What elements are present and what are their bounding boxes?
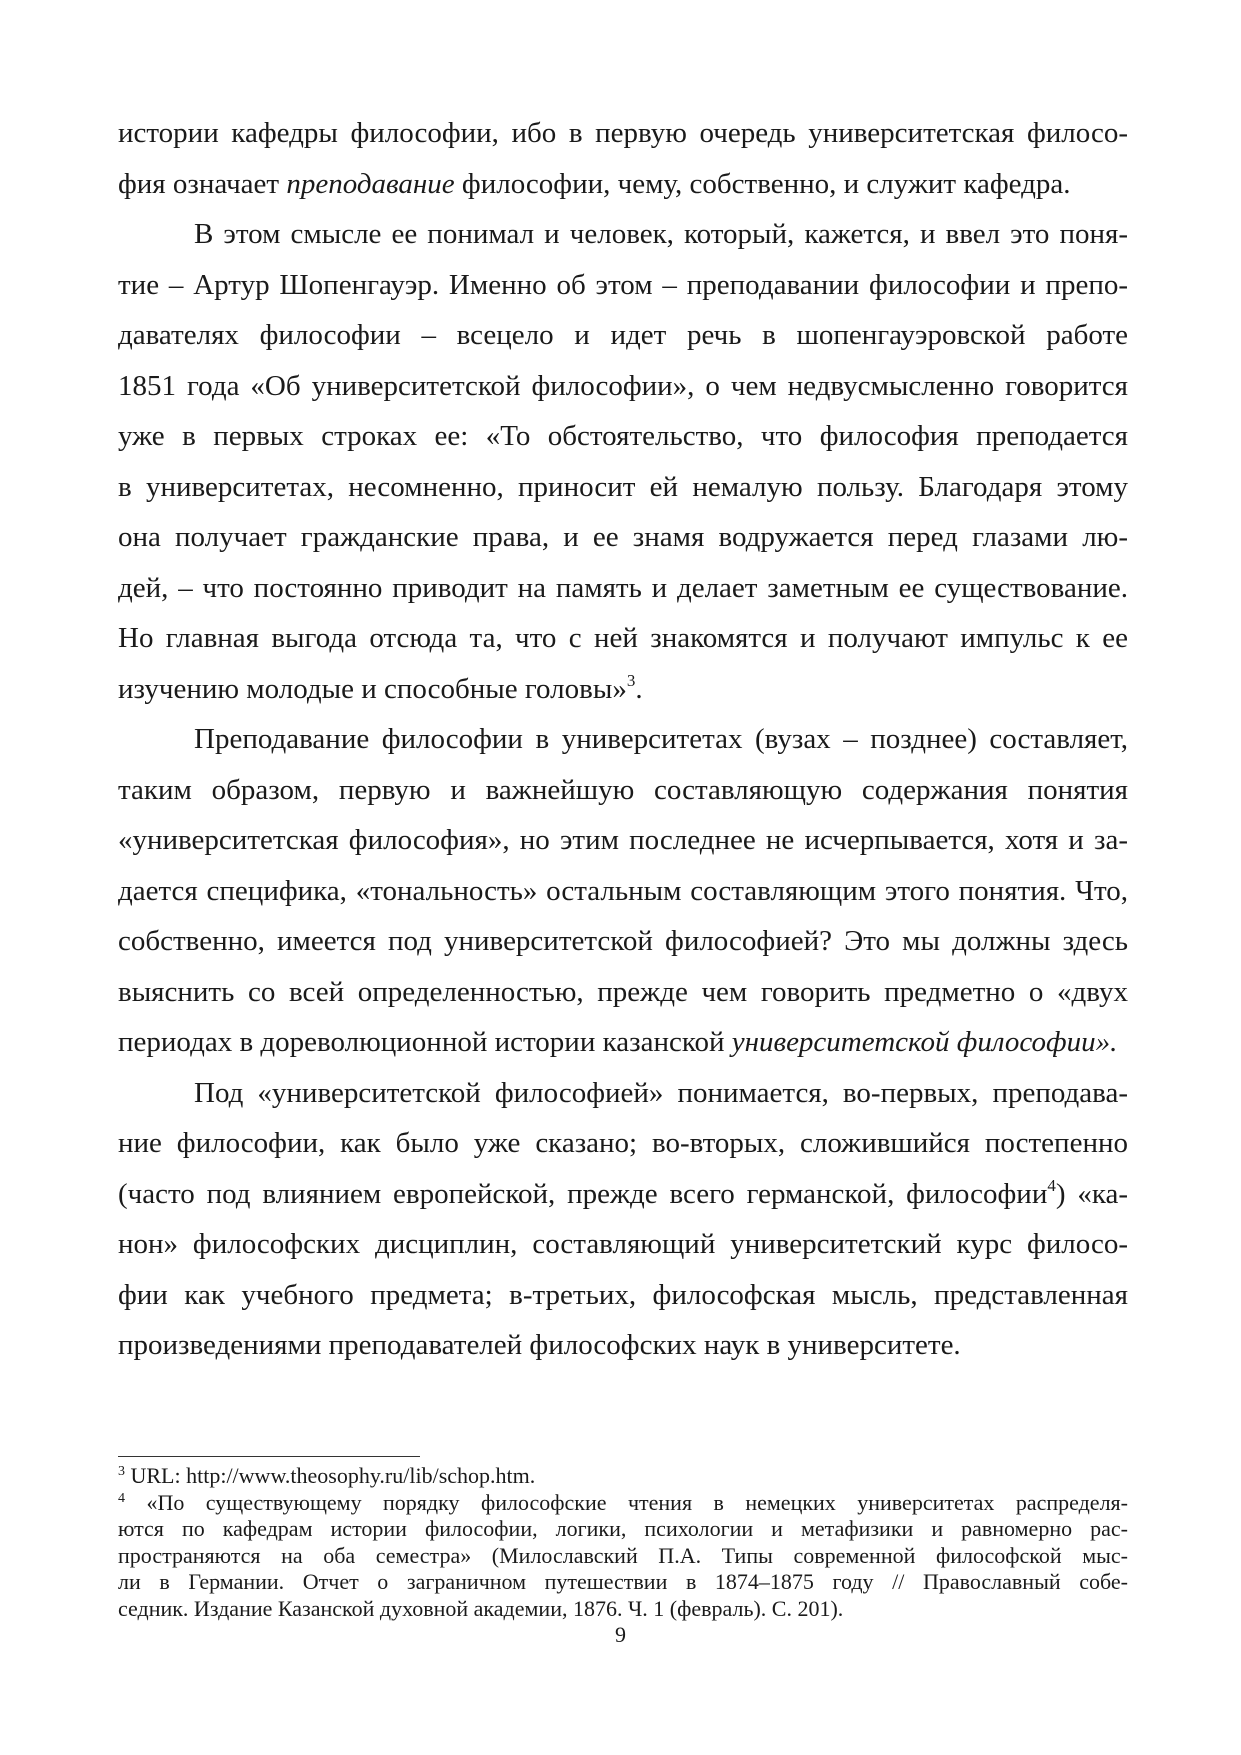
footnote-ref-4[interactable]: 4 (1047, 1175, 1056, 1195)
text-line: ются по кафедрам истории философии, логики, психологии и метафизики и равномерно рас- (118, 1516, 1128, 1541)
text-line: уже в первых строках ее: «То обстоятельство, что философия преподается (118, 420, 1128, 452)
text-line: дей, – что постоянно приводит на память и делает заметным ее существование. (118, 571, 1128, 604)
text-span: философии, чему, собственно, и служит кафедра. (454, 167, 1071, 200)
text-line (118, 1017, 1128, 1068)
footnote-text: URL: http://www.theosophy.ru/lib/schop.htm. (125, 1463, 536, 1488)
text-line: произведениями преподавателей философских наук в университете. (118, 1329, 961, 1361)
paragraph-1 (118, 108, 1128, 209)
text-line: ли в Германии. Отчет о заграничном путешествии в 1874–1875 году // Православный собе- (118, 1569, 1128, 1594)
text-line: ние философии, как было уже сказано; во-вторых, сложившийся постепенно (118, 1127, 1128, 1159)
page-body (118, 108, 1128, 1371)
paragraph-4 (118, 1068, 1128, 1371)
text-span: изучению молодые и способные головы» (118, 672, 627, 705)
text-line: она получает гражданские права, и ее знамя водружается перед глазами лю- (118, 521, 1128, 553)
text-line: Под «университетской философией» понимается, во-первых, преподава- (194, 1076, 1128, 1109)
text-line: Преподавание философии в университетах (вузах – позднее) составляет, (194, 723, 1128, 755)
text-line: собственно, имеется под университетской философией? Это мы должны здесь (118, 925, 1128, 957)
paragraph-2 (118, 209, 1128, 714)
text-line: «университетская философия», но этим последнее не исчерпывается, хотя и за- (118, 824, 1128, 856)
text-line (118, 159, 1128, 210)
text-line (118, 1169, 1128, 1220)
text-span: (часто под влиянием европейской, прежде всего германской, философии (118, 1177, 1048, 1210)
text-line: В этом смысле ее понимал и человек, который, кажется, и ввел это поня- (194, 218, 1128, 250)
text-line: в университетах, несомненно, приносит ей немалую пользу. Благодаря этому (118, 470, 1128, 503)
text-line: давателях философии – всецело и идет речь в шопенгауэровской работе (118, 319, 1128, 351)
footnotes-section (118, 1463, 1128, 1622)
text-line: нон» философских дисциплин, составляющий университетский курс филосо- (118, 1228, 1128, 1260)
text-line: пространяются на оба семестра» (Милославский П.А. Типы современной философской мыс- (118, 1542, 1128, 1568)
footnote-divider (118, 1456, 420, 1457)
emphasis-text: преподавание (286, 167, 455, 200)
text-line: таким образом, первую и важнейшую составляющую содержания понятия (118, 773, 1128, 806)
paragraph-3 (118, 714, 1128, 1068)
text-line: выяснить со всей определенностью, прежде чем говорить предметно о «двух (118, 975, 1128, 1008)
footnote-ref-3[interactable]: 3 (626, 670, 636, 690)
text-line (118, 1490, 1128, 1517)
text-line: фии как учебного предмета; в-третьих, философская мысль, представленная (118, 1278, 1128, 1311)
text-line: седник. Издание Казанской духовной академии, 1876. Ч. 1 (февраль). С. 201). (118, 1595, 844, 1621)
footnote-number: 4 (118, 1490, 125, 1506)
emphasis-text: университетской философии». (731, 1026, 1118, 1058)
text-span: ) «ка- (1055, 1177, 1128, 1210)
text-line (118, 1463, 1128, 1490)
text-line: Но главная выгода отсюда та, что с ней знакомятся и получают импульс к ее (118, 622, 1128, 654)
text-line: дается специфика, «тональность» остальным составляющим этого понятия. Что, (118, 874, 1128, 907)
footnote-3 (118, 1463, 1128, 1490)
text-span: периодах в дореволюционной истории казанской (118, 1026, 732, 1058)
footnote-text: «По существующему порядку философские чтения в немецких университетах распределя- (125, 1489, 1128, 1515)
text-span: . (635, 672, 643, 705)
text-span: фия означает (118, 167, 287, 200)
footnote-4 (118, 1490, 1128, 1623)
footnote-number: 3 (118, 1464, 125, 1479)
page-number: 9 (615, 1622, 626, 1647)
text-line: тие – Артур Шопенгауэр. Именно об этом – преподавании философии и препо- (118, 268, 1128, 301)
text-line (118, 664, 1128, 715)
text-line: истории кафедры философии, ибо в первую очередь университетская филосо- (118, 117, 1128, 149)
text-line: 1851 года «Об университетской философии», о чем недвусмысленно говорится (118, 369, 1128, 402)
